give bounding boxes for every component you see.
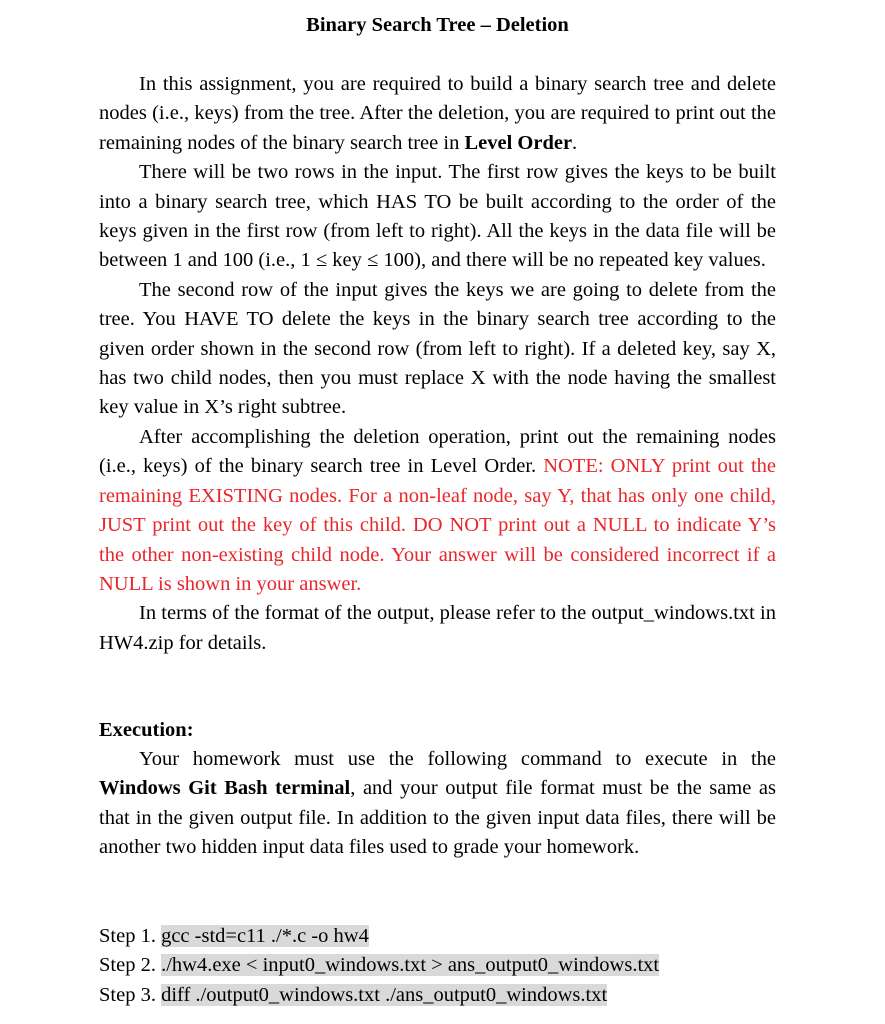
execution-steps	[99, 922, 819, 1010]
paragraph-input-second-row: The second row of the input gives the keys we are going to delete from the tree. You HAVE TO delete the keys in the binary search tree according to the given order shown in the second row (from left to right). If a deleted key, say X, has two child nodes, then you must replace X with the node having the smallest key value in X’s right subtree.	[99, 278, 776, 419]
paragraph-intro: In this assignment, you are required to build a binary search tree and delete nodes (i.e., keys) from the tree. After the deletion, you are required to print out the remaining nodes of the binary search tree in Level Order.	[99, 73, 776, 154]
paragraph-output-level-order: After accomplishing the deletion operation, print out the remaining nodes (i.e., keys) of the binary search tree in Level Order. NOTE: ONLY print out the remaining EXISTING nodes. For a non-leaf node, say Y, that has only one child, JUST print out the key of this child. DO NOT print out a NULL to indicate Y’s the other non-existing child node. Your answer will be considered incorrect if a NULL is shown in your answer.	[99, 425, 777, 595]
git-bash-emphasis: Windows Git Bash terminal	[99, 777, 351, 800]
execution-description: Your homework must use the following command to execute in the Windows Git Bash terminal, and your output file format must be the same as that in the given output file. In addition to the given input data files, there will be another two hidden input data files used to grade your homework.	[99, 748, 776, 859]
step-2: Step 2. ./hw4.exe < input0_windows.txt > ans_output0_windows.txt	[99, 954, 660, 977]
level-order-emphasis: Level Order	[464, 131, 573, 154]
paragraph-output-format: In terms of the format of the output, please refer to the output_windows.txt in HW4.zip for details.	[99, 602, 776, 654]
assignment-description	[99, 70, 776, 658]
step-2-command: ./hw4.exe < input0_windows.txt > ans_output0_windows.txt	[161, 954, 660, 977]
step-1-command: gcc -std=c11 ./*.c -o hw4	[161, 925, 369, 947]
step-3: Step 3. diff ./output0_windows.txt ./ans_output0_windows.txt	[99, 983, 608, 1006]
paragraph-input-first-row: There will be two rows in the input. The first row gives the keys to be built into a binary search tree, which HAS TO be built according to the order of the keys given in the first row (from left to right). All the keys in the data file will be between 1 and 100 (i.e., 1 ≤ key ≤ 100), and there will be no repeated key values.	[99, 161, 776, 272]
step-3-command: diff ./output0_windows.txt ./ans_output0_windows.txt	[161, 983, 608, 1006]
document-title: Binary Search Tree – Deletion	[306, 14, 569, 36]
note-warning: NOTE: ONLY print out the remaining EXISTING nodes. For a non-leaf node, say Y, that has only one child, JUST print out the key of this child. DO NOT print out a NULL to indicate Y’s the other non-existing child node. Your answer will be considered incorrect if a NULL is shown in your answer.	[99, 455, 777, 595]
execution-heading: Execution:	[99, 719, 194, 741]
key-range-math: 1 ≤ key ≤ 100	[300, 249, 415, 272]
step-1: Step 1. gcc -std=c11 ./*.c -o hw4	[99, 925, 369, 947]
